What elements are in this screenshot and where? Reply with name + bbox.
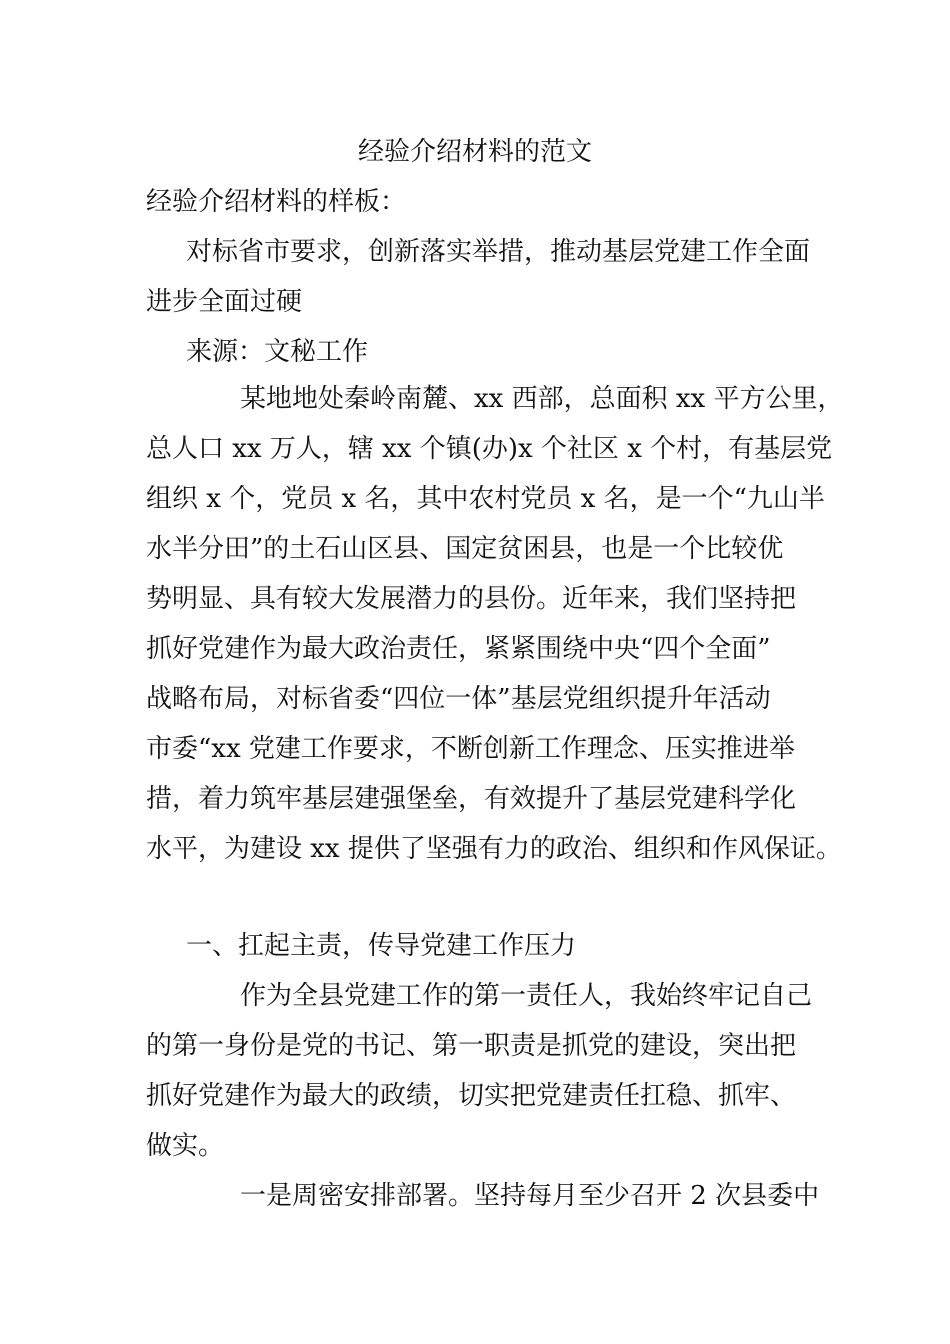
paragraph-line: 市委“xx 党建工作要求，不断创新工作理念、压实推进举	[146, 734, 795, 764]
section-heading: 一、扛起主责，传导党建工作压力	[186, 931, 577, 961]
paragraph-line: 的第一身份是党的书记、第一职责是抓党的建设，突出把	[146, 1031, 797, 1061]
section-1	[146, 921, 826, 971]
paragraph-line: 做实。	[146, 1131, 225, 1161]
paragraph-line: 水平，为建设 xx 提供了坚强有力的政治、组织和作风保证。	[146, 834, 842, 864]
paragraph-line: 势明显、具有较大发展潜力的县份。近年来，我们坚持把	[146, 584, 797, 614]
paragraph-line: 抓好党建作为最大政治责任，紧紧围绕中央“四个全面”	[146, 634, 771, 664]
paragraph-3	[146, 1171, 826, 1221]
source-line: 来源：文秘工作	[186, 337, 369, 367]
paragraph-line: 措，着力筑牢基层建强堡垒，有效提升了基层党建科学化	[146, 784, 797, 814]
paragraph-line: 总人口 xx 万人，辖 xx 个镇(办)x 个社区 x 个村，有基层党	[146, 434, 833, 464]
headline-line-1: 对标省市要求，创新落实举措，推动基层党建工作全面	[186, 237, 811, 267]
paragraph-line: 抓好党建作为最大的政绩，切实把党建责任扛稳、抓牢、	[146, 1081, 797, 1111]
paragraph-line: 某地地处秦岭南麓、xx 西部，总面积 xx 平方公里，	[240, 384, 844, 414]
paragraph-line: 一是周密安排部署。坚持每月至少召开 2 次县委中	[240, 1181, 820, 1211]
intro-label: 经验介绍材料的样板：	[146, 187, 407, 217]
paragraph-line: 作为全县党建工作的第一责任人，我始终牢记自己	[240, 981, 813, 1011]
paragraph-line: 水半分田”的土石山区县、国定贫困县，也是一个比较优	[146, 534, 784, 564]
paragraph-2	[146, 971, 826, 1171]
document-title: 经验介绍材料的范文	[357, 137, 592, 167]
paragraph-line: 战略布局，对标省委“四位一体”基层党组织提升年活动	[146, 684, 771, 714]
paragraph-1	[146, 374, 844, 874]
intro-block	[146, 177, 826, 377]
paragraph-line: 组织 x 个，党员 x 名，其中农村党员 x 名，是一个“九山半	[146, 484, 825, 514]
headline-line-2: 进步全面过硬	[146, 287, 303, 317]
